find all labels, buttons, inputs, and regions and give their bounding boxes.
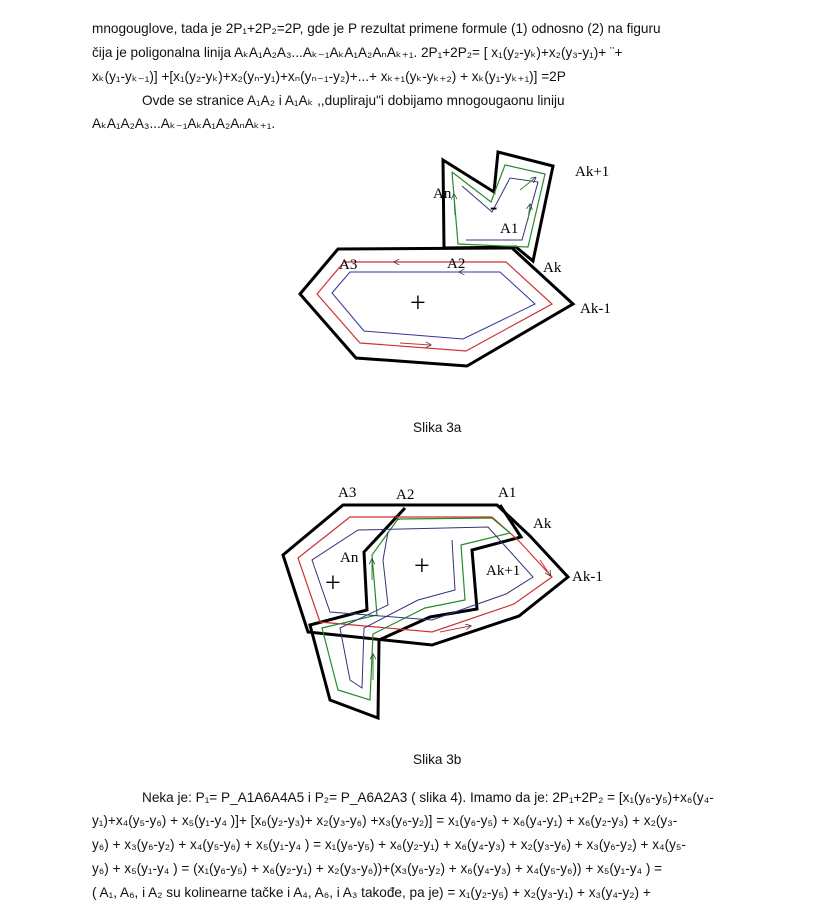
fig3b-green-path [322, 518, 510, 700]
paragraph1-line3: xₖ(y₁-yₖ₋₁)] +[x₁(y₂-yₖ)+x₂(yₙ-y₁)+xₙ(yₙ₋₁-y₂)+...+ xₖ₊₁(yₖ-yₖ₊₂) + xₖ(y₁-yₖ₊₁)] =2P [92, 69, 566, 84]
fig3a-label-an: An [433, 186, 452, 202]
fig3a-minus-sign: - [490, 194, 498, 219]
fig3b-label-an: An [340, 550, 359, 566]
fig3b-label-a3: A3 [338, 485, 357, 501]
fig3b-caption: Slika 3b [413, 752, 462, 767]
fig3a-caption: Slika 3a [413, 420, 462, 435]
fig3b-label-ak: Ak [533, 516, 552, 532]
fig3a-label-ak1: Ak+1 [575, 164, 610, 180]
paragraph2-line5: ( A₁, A₆, i A₂ su kolinearne tačke i A₄, A₆, i A₃ takođe, pa je) = x₁(y₂-y₅) + x₂(y₃-y₁) + x₃(y₄-y₂) + [92, 885, 651, 900]
fig3b-label-akm1: Ak-1 [572, 569, 603, 585]
fig3b-plus-left: + [325, 568, 341, 599]
paragraph2-line4: y₆) + x₅(y₁-y₄ ) = (x₁(y₆-y₅) + x₆(y₂-y₁) + x₂(y₃-y₆))+(x₃(y₆-y₂) + x₆(y₄-y₃) + x₄(y₅-y₆)) + x₅(y₁-y₄ ) = [92, 861, 663, 876]
fig3b-inner-left [310, 505, 521, 718]
paragraph1-line5: AₖA₁A₂A₃...Aₖ₋₁AₖA₁A₂AₙAₖ₊₁. [92, 116, 276, 131]
fig3a-label-a2: A2 [447, 256, 466, 272]
paragraph1-line2: čija je poligonalna linija AₖA₁A₂A₃...Aₖ₋₁AₖA₁A₂AₙAₖ₊₁. 2P₁+2P₂= [ x₁(y₂-yₖ)+x₂(y₃-y₁)+ ¨+ [92, 45, 623, 60]
paragraph2-line3: y₆) + x₃(y₆-y₂) + x₄(y₅-y₆) + x₅(y₁-y₄ ) = x₁(y₆-y₅) + x₆(y₂-y₁) + x₆(y₄-y₃) + x₂(y₃-y₆) + x₃(y₆-y₂) + x₄(y₅- [92, 837, 686, 852]
paragraph1-line1: mnogouglove, tada je 2P₁+2P₂=2P, gde je P rezultat primene formule (1) odnosno (2) na figuru [92, 21, 661, 36]
fig3a-plus-sign: + [410, 288, 426, 319]
fig3a-label-a3: A3 [339, 257, 358, 273]
fig3b-plus-mid: + [414, 551, 430, 582]
fig3b-label-a2: A2 [396, 487, 415, 503]
fig3b-label-a1: A1 [498, 485, 517, 501]
paragraph2-line2: y₁)+x₄(y₅-y₆) + x₅(y₁-y₄ )]+ [x₆(y₂-y₃)+ x₂(y₃-y₆) +x₃(y₆-y₂)] = x₁(y₆-y₅) + x₆(y₄-y₁) + x₆(y₂-y₃) + x₂(y₃- [92, 813, 678, 828]
fig3a-label-a1: A1 [500, 221, 519, 237]
paragraph2-line1: Neka je: P₁= P_A1A6A4A5 i P₂= P_A6A2A3 ( slika 4). Imamo da je: 2P₁+2P₂ = [x₁(y₆-y₅)+x₆(y₄- [142, 790, 714, 805]
paragraph1-line4: Ovde se stranice A₁A₂ i A₁Aₖ ,,dupliraju"i dobijamo mnogougaonu liniju [142, 93, 565, 108]
fig3a-label-ak: Ak [543, 260, 562, 276]
fig3b-label-ak1: Ak+1 [486, 563, 521, 579]
fig3a-label-akm1: Ak-1 [580, 301, 611, 317]
